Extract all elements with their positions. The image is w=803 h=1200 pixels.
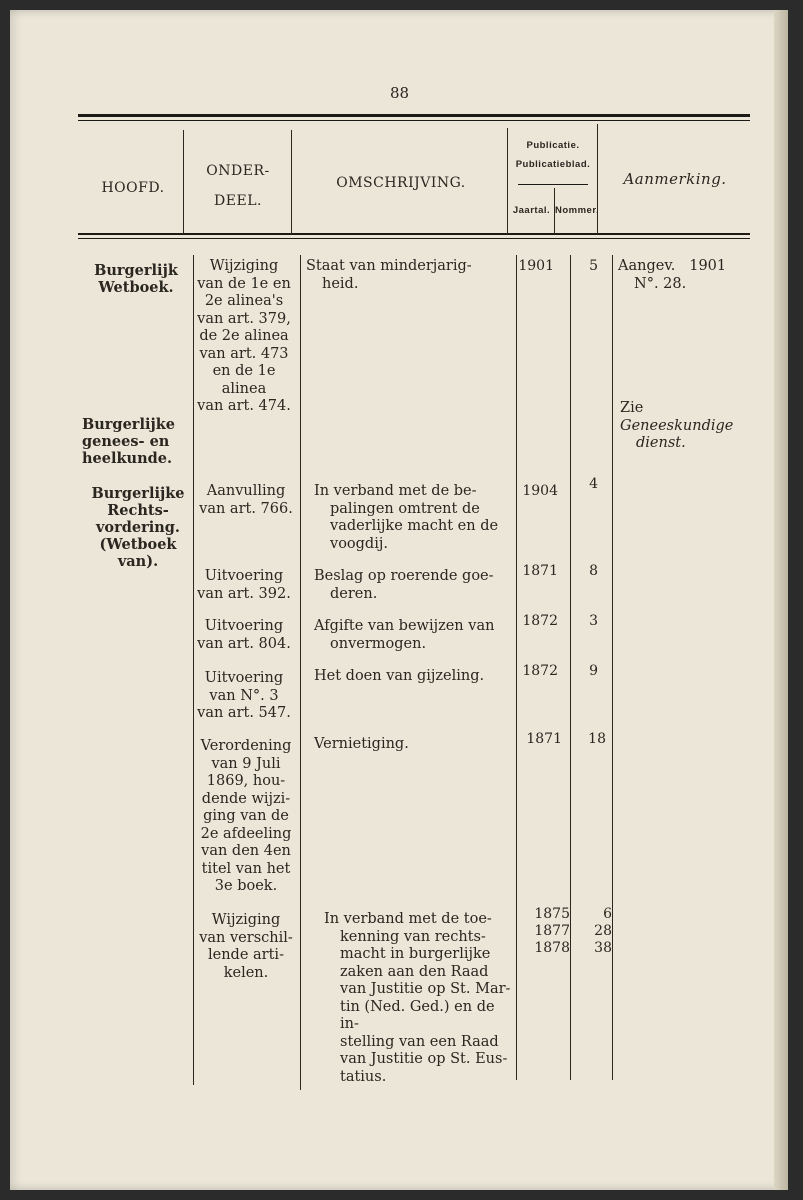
onderdeel-line: van de 1e en xyxy=(197,275,291,292)
onderdeel-cell xyxy=(194,738,298,896)
onderdeel-line: Verordening xyxy=(200,738,292,754)
onderdeel-line: van 9 Juli xyxy=(211,755,281,772)
nommer-line: 28 xyxy=(594,923,612,939)
hoofd-text: genees- en xyxy=(82,433,170,450)
header-top-rule xyxy=(78,114,750,117)
aanmerking-line: Aangev. 1901 xyxy=(618,258,727,274)
hoofd-cell xyxy=(86,262,186,296)
onderdeel-line: en de 1e xyxy=(212,363,276,379)
onderdeel-line: van art. 392. xyxy=(197,585,291,602)
jaartal-line: 1875 xyxy=(534,906,570,922)
omschrijving-cell xyxy=(314,618,510,653)
nommer-line: 6 xyxy=(603,906,612,922)
omschrijving-cell xyxy=(324,911,516,1086)
onderdeel-line: ging van de xyxy=(203,808,289,824)
hoofd-text: Rechts- xyxy=(107,502,169,519)
onderdeel-line: de 2e alinea xyxy=(199,328,289,344)
aanmerking-line: Geneeskundige xyxy=(620,417,734,434)
jaartal-cell: 1872 xyxy=(522,663,558,679)
nommer-line: 38 xyxy=(594,940,612,956)
body-divider xyxy=(300,255,301,1090)
omschrijving-line: tin (Ned. Ged.) en de in- xyxy=(340,998,495,1032)
aanmerking-cell xyxy=(618,258,743,293)
omschrijving-line: vaderlijke macht en de xyxy=(330,518,499,534)
nommer-cell: 3 xyxy=(589,613,598,629)
onderdeel-line: van art. 547. xyxy=(197,705,291,721)
omschrijving-line: Vernietiging. xyxy=(314,736,409,752)
jaartal-cell: 1871 xyxy=(522,563,558,579)
onderdeel-cell xyxy=(196,912,296,982)
jaartal-line: 1877 xyxy=(534,923,570,939)
omschrijving-line: deren. xyxy=(330,585,378,602)
header-top-rule-thin xyxy=(78,120,750,121)
omschrijving-line: kenning van rechts- xyxy=(340,928,486,945)
onderdeel-line: Wijziging xyxy=(211,912,281,928)
jaartal-cell xyxy=(512,906,570,957)
jaartal-cell: 1904 xyxy=(522,483,558,499)
header-omschrijving: OMSCHRIJVING. xyxy=(336,175,466,191)
omschrijving-line: van Justitie op St. Mar- xyxy=(340,981,511,997)
jaartal-cell: 1871 xyxy=(526,731,562,747)
header-jaartal: Jaartal. xyxy=(512,205,551,216)
onderdeel-line: lende arti- xyxy=(208,947,284,963)
header-onderdeel-2: DEEL. xyxy=(214,193,262,209)
aanmerking-cell xyxy=(620,400,750,453)
omschrijving-line: Het doen van gijzeling. xyxy=(314,668,485,684)
omschrijving-line: In verband met de toe- xyxy=(324,911,492,927)
hoofd-text: Burgerlijk xyxy=(94,262,178,279)
onderdeel-line: titel van het xyxy=(201,860,291,877)
nommer-cell: 4 xyxy=(589,476,598,492)
onderdeel-line: Uitvoering xyxy=(204,568,284,584)
onderdeel-line: van art. 379, xyxy=(197,310,291,327)
header-hoofd: HOOFD. xyxy=(101,180,165,196)
page-edge xyxy=(774,10,788,1190)
onderdeel-line: Uitvoering xyxy=(204,670,284,686)
header-publicatie: Publicatie. xyxy=(526,140,580,151)
onderdeel-line: van verschil- xyxy=(199,929,293,946)
omschrijving-line: In verband met de be- xyxy=(314,483,477,499)
onderdeel-line: van art. 474. xyxy=(197,398,291,414)
omschrijving-cell xyxy=(306,258,506,293)
nommer-cell: 8 xyxy=(589,563,598,579)
omschrijving-line: Afgifte van bewijzen van xyxy=(314,618,495,634)
omschrijving-line: macht in burgerlijke xyxy=(340,946,491,962)
header-aanmerking: Aanmerking. xyxy=(623,170,727,188)
omschrijving-line: onvermogen. xyxy=(330,635,427,652)
onderdeel-line: kelen. xyxy=(223,964,269,981)
omschrijving-cell xyxy=(314,568,510,603)
onderdeel-line: van art. 804. xyxy=(197,635,291,652)
aanmerking-line: N°. 28. xyxy=(634,275,687,292)
hoofd-text: vordering. xyxy=(96,519,180,536)
hoofd-cell xyxy=(86,485,190,570)
header-divider xyxy=(291,130,292,234)
onderdeel-line: 2e afdeeling xyxy=(200,825,292,842)
nommer-cell xyxy=(566,906,612,957)
onderdeel-line: 1869, hou- xyxy=(206,773,286,789)
onderdeel-line: Wijziging xyxy=(209,258,279,274)
onderdeel-line: 3e boek. xyxy=(214,878,278,894)
onderdeel-line: van den 4en xyxy=(201,843,291,859)
omschrijving-line: zaken aan den Raad xyxy=(340,963,489,980)
omschrijving-cell xyxy=(314,483,510,553)
onderdeel-line: van art. 473 xyxy=(199,345,289,362)
omschrijving-cell xyxy=(314,668,510,686)
page-number: 88 xyxy=(390,84,410,102)
nommer-cell: 9 xyxy=(589,663,598,679)
onderdeel-line: dende wijzi- xyxy=(201,790,291,807)
body-divider xyxy=(612,255,613,1080)
onderdeel-line: van N°. 3 xyxy=(209,687,279,704)
onderdeel-line: 2e alinea's xyxy=(204,293,284,309)
onderdeel-cell xyxy=(194,618,294,653)
hoofd-cell xyxy=(82,416,182,467)
jaartal-line: 1878 xyxy=(534,940,570,956)
hoofd-text: Burgerlijke xyxy=(82,416,175,433)
onderdeel-line: Aanvulling xyxy=(206,483,286,499)
omschrijving-line: Beslag op roerende goe- xyxy=(314,568,494,584)
header-bottom-rule-thin xyxy=(78,238,750,239)
omschrijving-line: Staat van minderjarig- xyxy=(306,258,472,274)
header-divider xyxy=(183,130,184,234)
hoofd-text: heelkunde. xyxy=(82,450,173,467)
hoofd-text: (Wetboek xyxy=(99,536,177,553)
publicatie-subrule xyxy=(518,184,588,185)
jaartal-cell: 1872 xyxy=(522,613,558,629)
omschrijving-line: van Justitie op St. Eus- xyxy=(340,1051,508,1067)
onderdeel-line: Uitvoering xyxy=(204,618,284,634)
omschrijving-line: palingen omtrent de xyxy=(330,500,480,517)
omschrijving-line: voogdij. xyxy=(330,535,388,552)
header-onderdeel-1: ONDER- xyxy=(206,163,270,179)
header-nommer: Nommer. xyxy=(555,205,600,216)
nommer-cell: 18 xyxy=(588,731,606,747)
hoofd-text: Wetboek. xyxy=(98,279,174,296)
omschrijving-line: tatius. xyxy=(340,1068,387,1085)
onderdeel-cell xyxy=(192,258,296,416)
onderdeel-line: alinea xyxy=(221,380,267,397)
onderdeel-cell xyxy=(194,568,294,603)
header-bottom-rule xyxy=(78,233,750,235)
header-publicatieblad: Publicatieblad. xyxy=(515,159,591,170)
omschrijving-line: heid. xyxy=(322,275,359,292)
hoofd-text: Burgerlijke xyxy=(91,485,185,502)
hoofd-text: van). xyxy=(117,553,159,570)
jaartal-cell: 1901 xyxy=(518,258,554,274)
omschrijving-line: stelling van een Raad xyxy=(340,1033,499,1050)
onderdeel-cell xyxy=(194,483,298,518)
aanmerking-line: Zie xyxy=(620,400,644,416)
nommer-cell: 5 xyxy=(589,258,598,274)
aanmerking-line: dienst. xyxy=(636,435,686,451)
onderdeel-cell xyxy=(194,670,294,723)
onderdeel-line: van art. 766. xyxy=(199,500,293,517)
omschrijving-cell xyxy=(314,736,510,754)
